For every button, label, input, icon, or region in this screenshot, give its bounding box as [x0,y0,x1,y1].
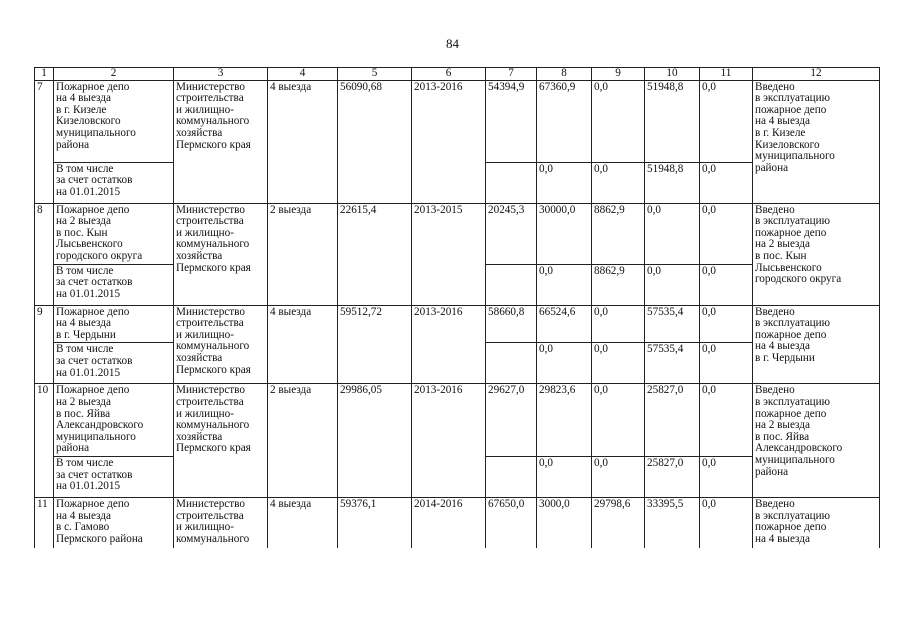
column-number: 3 [174,68,268,81]
value-col8: 29823,6 [537,384,592,457]
column-number: 1 [35,68,54,81]
value-col10: 51948,8 [645,80,700,162]
column-number: 4 [268,68,338,81]
table-row [35,497,880,548]
value-col10: 57535,4 [645,305,700,343]
capacity: 4 выезда [268,80,338,203]
subrow-label: В том числе за счет остатков на 01.01.2015 [54,343,174,384]
expected-result: Введено в эксплуатацию пожарное депо на 4 выезда [753,497,880,548]
period: 2013-2015 [412,203,486,305]
value-col7: 54394,9 [486,80,537,162]
column-number-row [35,68,880,81]
value-col10: 25827,0 [645,456,700,497]
value-col8: 3000,0 [537,497,592,548]
value-col10: 57535,4 [645,343,700,384]
value-col11: 0,0 [700,162,753,203]
value-col11: 0,0 [700,497,753,548]
value-col10: 0,0 [645,203,700,264]
expected-result: Введено в эксплуатацию пожарное депо на 2 выезда в пос. Яйва Александровского муниципального района [753,384,880,498]
column-number: 12 [753,68,880,81]
period: 2013-2016 [412,305,486,384]
subrow-label: В том числе за счет остатков на 01.01.2015 [54,162,174,203]
capacity: 4 выезда [268,497,338,548]
value-col9: 0,0 [592,343,645,384]
expected-result: Введено в эксплуатацию пожарное депо на 2 выезда в пос. Кын Лысьвенского городского округа [753,203,880,305]
object-name: Пожарное депо на 4 выезда в г. Кизеле Кизеловского муниципального района [54,80,174,162]
value-col9: 0,0 [592,162,645,203]
column-number: 11 [700,68,753,81]
value-col11: 0,0 [700,264,753,305]
value-col11: 0,0 [700,80,753,162]
value-col11: 0,0 [700,456,753,497]
value-col8: 0,0 [537,456,592,497]
period: 2014-2016 [412,497,486,548]
estimated-cost: 29986,05 [338,384,412,498]
column-number: 9 [592,68,645,81]
table-row [35,305,880,343]
value-col11: 0,0 [700,343,753,384]
column-number: 10 [645,68,700,81]
value-col8: 30000,0 [537,203,592,264]
value-col8: 0,0 [537,343,592,384]
object-name: Пожарное депо на 2 выезда в пос. Кын Лысьвенского городского округа [54,203,174,264]
value-col10: 25827,0 [645,384,700,457]
capacity: 2 выезда [268,203,338,305]
row-number: 10 [35,384,54,498]
estimated-cost: 56090,68 [338,80,412,203]
column-number: 2 [54,68,174,81]
row-number: 11 [35,497,54,548]
value-col7: 67650,0 [486,497,537,548]
object-name: Пожарное депо на 4 выезда в с. Гамово Пермского района [54,497,174,548]
estimated-cost: 22615,4 [338,203,412,305]
capacity: 4 выезда [268,305,338,384]
page-number: 84 [446,36,459,51]
column-number: 8 [537,68,592,81]
table-row [35,80,880,162]
capacity: 2 выезда [268,384,338,498]
table-row [35,384,880,457]
value-col7: 29627,0 [486,384,537,457]
value-col9: 29798,6 [592,497,645,548]
program-table [34,67,880,548]
expected-result: Введено в эксплуатацию пожарное депо на 4 выезда в г. Кизеле Кизеловского муниципального района [753,80,880,203]
value-col9: 8862,9 [592,264,645,305]
customer: Министерство строительства и жилищно- коммунального хозяйства Пермского края [174,384,268,498]
object-name: Пожарное депо на 2 выезда в пос. Яйва Александровского муниципального района [54,384,174,457]
value-col9: 0,0 [592,384,645,457]
value-col8: 0,0 [537,162,592,203]
row-number: 7 [35,80,54,203]
period: 2013-2016 [412,384,486,498]
customer: Министерство строительства и жилищно- коммунального [174,497,268,548]
expected-result: Введено в эксплуатацию пожарное депо на 4 выезда в г. Чердыни [753,305,880,384]
value-col9: 8862,9 [592,203,645,264]
object-name: Пожарное депо на 4 выезда в г. Чердыни [54,305,174,343]
customer: Министерство строительства и жилищно- коммунального хозяйства Пермского края [174,305,268,384]
subrow-label: В том числе за счет остатков на 01.01.2015 [54,264,174,305]
value-col7 [486,264,537,305]
value-col9: 0,0 [592,80,645,162]
period: 2013-2016 [412,80,486,203]
value-col11: 0,0 [700,203,753,264]
customer: Министерство строительства и жилищно- коммунального хозяйства Пермского края [174,80,268,203]
value-col11: 0,0 [700,305,753,343]
value-col7 [486,343,537,384]
value-col7: 20245,3 [486,203,537,264]
value-col8: 67360,9 [537,80,592,162]
value-col7: 58660,8 [486,305,537,343]
value-col9: 0,0 [592,305,645,343]
subrow-label: В том числе за счет остатков на 01.01.2015 [54,456,174,497]
value-col10: 0,0 [645,264,700,305]
customer: Министерство строительства и жилищно- коммунального хозяйства Пермского края [174,203,268,305]
value-col8: 66524,6 [537,305,592,343]
value-col11: 0,0 [700,384,753,457]
value-col8: 0,0 [537,264,592,305]
table-row [35,203,880,264]
value-col10: 51948,8 [645,162,700,203]
value-col7 [486,162,537,203]
estimated-cost: 59512,72 [338,305,412,384]
column-number: 5 [338,68,412,81]
value-col7 [486,456,537,497]
column-number: 6 [412,68,486,81]
row-number: 8 [35,203,54,305]
column-number: 7 [486,68,537,81]
value-col10: 33395,5 [645,497,700,548]
estimated-cost: 59376,1 [338,497,412,548]
row-number: 9 [35,305,54,384]
value-col9: 0,0 [592,456,645,497]
